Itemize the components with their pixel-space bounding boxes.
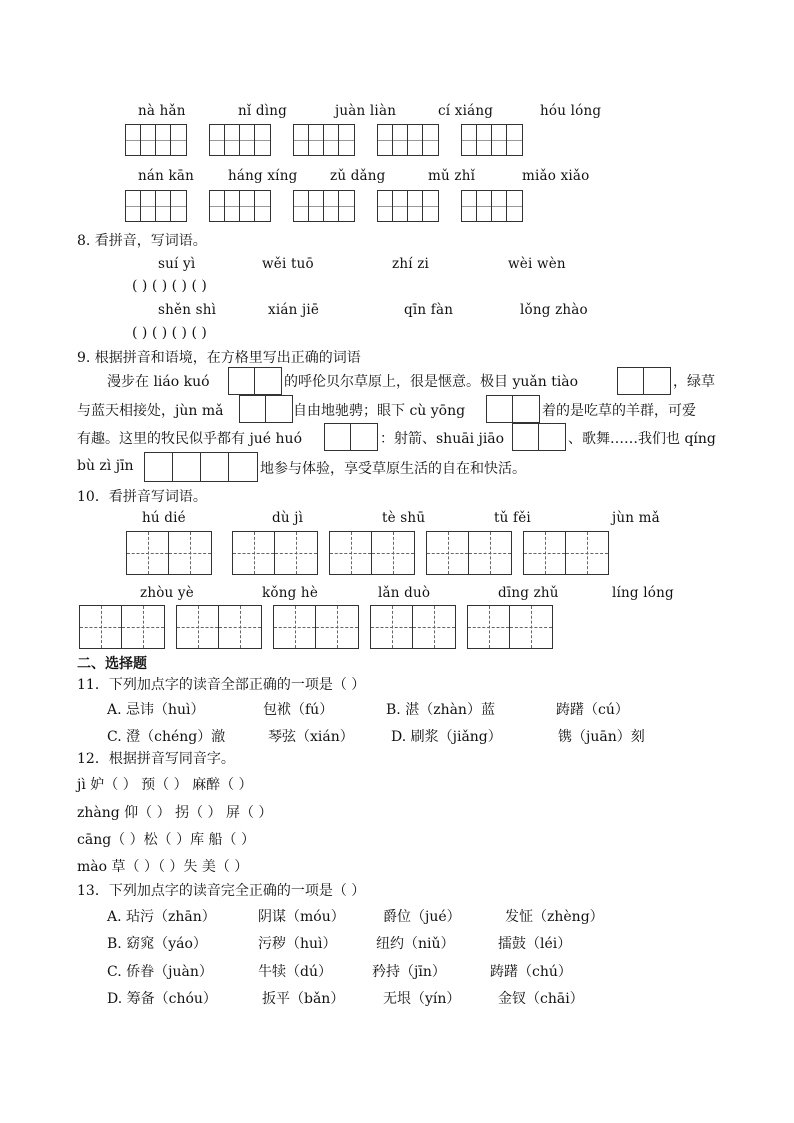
answer-brackets[interactable]: ( ) ( ) ( ) ( ) xyxy=(132,278,207,294)
pinyin-label: lǎn duò xyxy=(378,585,431,601)
pinyin-label: suí yì xyxy=(158,256,196,272)
tianzige-grid[interactable] xyxy=(467,605,553,649)
option-c[interactable]: C. 澄（chéng）澈 xyxy=(107,729,226,745)
pinyin-label: nǐ dìng xyxy=(238,103,287,119)
tianzige-grid[interactable] xyxy=(79,605,165,649)
option-d-word2: 镌（juān）刻 xyxy=(558,729,645,745)
answer-grid[interactable] xyxy=(461,190,523,222)
answer-grid[interactable] xyxy=(293,190,355,222)
pinyin-label: nán kān xyxy=(138,168,195,184)
option-a-word2: 包袱（fú） xyxy=(263,702,334,718)
tianzige-grid[interactable] xyxy=(232,531,318,575)
option-a-word: 阴谋（móu） xyxy=(258,909,345,925)
pinyin-label: miǎo xiǎo xyxy=(522,168,590,184)
option-b[interactable]: B. 湛（zhàn）蓝 xyxy=(386,702,495,718)
option-b-word: 污秽（huì） xyxy=(258,936,337,952)
pinyin-label: tè shū xyxy=(382,510,426,526)
pinyin-label: mǔ zhǐ xyxy=(428,168,476,184)
pinyin-label: tǔ fěi xyxy=(494,510,531,526)
option-b-word: 纽约（niǔ） xyxy=(376,936,455,952)
pinyin-label: zhòu yè xyxy=(140,585,194,601)
pinyin-label: dīng zhǔ xyxy=(498,585,559,601)
pinyin-label: wèi wèn xyxy=(508,256,566,272)
answer-grid[interactable] xyxy=(125,190,187,222)
pinyin-label: hóu lóng xyxy=(540,103,602,119)
answer-box[interactable] xyxy=(617,367,671,395)
answer-grid[interactable] xyxy=(377,124,439,156)
option-b-word: 擂鼓（léi） xyxy=(498,936,572,952)
answer-box[interactable] xyxy=(512,423,566,451)
pinyin-label: nà hǎn xyxy=(138,103,186,119)
option-d-word: 金钗（chāi） xyxy=(498,991,584,1007)
passage-text: 漫步在 liáo kuó xyxy=(107,374,210,390)
answer-grid[interactable] xyxy=(125,124,187,156)
section-heading: 二、选择题 xyxy=(77,656,147,672)
option-a-word: 发怔（zhèng） xyxy=(505,909,604,925)
pinyin-label: cí xiáng xyxy=(438,103,494,119)
option-c-word: 踌躇（chú） xyxy=(490,964,572,980)
question-13-title: 13．下列加点字的读音完全正确的一项是（ ） xyxy=(77,883,366,899)
question-10-title: 10．看拼音写词语。 xyxy=(77,489,207,505)
answer-brackets[interactable]: ( ) ( ) ( ) ( ) xyxy=(132,325,207,341)
pinyin-label: zǔ dǎng xyxy=(330,168,386,184)
answer-grid[interactable] xyxy=(293,124,355,156)
option-d[interactable]: D. 筹备（chóu） xyxy=(107,991,217,1007)
passage-text: 、歌舞……我们也 qíng xyxy=(568,431,716,447)
pinyin-label: hú dié xyxy=(142,510,186,526)
tianzige-grid[interactable] xyxy=(273,605,359,649)
homophone-line[interactable]: zhàng 仰（ ） 拐（ ） 屏（ ） xyxy=(77,805,273,821)
homophone-line[interactable]: jì 妒（ ） 预（ ） 麻醉（ ） xyxy=(77,777,253,793)
answer-box[interactable] xyxy=(239,395,293,423)
passage-text: 地参与体验，享受草原生活的自在和快活。 xyxy=(260,461,526,477)
pinyin-label: háng xíng xyxy=(228,168,298,184)
option-b[interactable]: B. 窈窕（yáo） xyxy=(107,936,207,952)
answer-box[interactable] xyxy=(324,423,378,451)
pinyin-label: dù jì xyxy=(272,510,304,526)
answer-grid[interactable] xyxy=(209,124,271,156)
pinyin-label: xián jiē xyxy=(268,302,320,318)
tianzige-grid[interactable] xyxy=(426,531,512,575)
homophone-line[interactable]: cāng（ ）松（ ）库 船（ ） xyxy=(77,832,255,848)
question-8-title: 8. 看拼音，写词语。 xyxy=(77,233,207,249)
passage-text: bù zì jīn xyxy=(77,458,134,474)
question-9-title: 9. 根据拼音和语境，在方格里写出正确的词语 xyxy=(77,350,361,366)
pinyin-label: zhí zi xyxy=(392,256,430,272)
answer-box[interactable] xyxy=(486,395,540,423)
option-d-word: 扳平（bǎn） xyxy=(262,991,345,1007)
pinyin-label: wěi tuō xyxy=(262,256,314,272)
answer-box[interactable] xyxy=(144,452,258,482)
option-b-word2: 踌躇（cú） xyxy=(556,702,629,718)
answer-grid[interactable] xyxy=(377,190,439,222)
option-d[interactable]: D. 刷浆（jiǎng） xyxy=(391,729,502,745)
pinyin-label: kǒng hè xyxy=(262,585,319,601)
question-12-title: 12．根据拼音写同音字。 xyxy=(77,751,235,767)
pinyin-label: jùn mǎ xyxy=(612,510,660,526)
option-d-word: 无垠（yín） xyxy=(383,991,461,1007)
pinyin-label: lǒng zhào xyxy=(520,302,588,318)
option-a-word: 爵位（jué） xyxy=(383,909,461,925)
passage-text: 有趣。这里的牧民似乎都有 jué huó xyxy=(77,431,303,447)
option-a[interactable]: A. 玷污（zhān） xyxy=(107,909,216,925)
answer-grid[interactable] xyxy=(461,124,523,156)
tianzige-grid[interactable] xyxy=(329,531,415,575)
tianzige-grid[interactable] xyxy=(126,531,212,575)
passage-text: ：射箭、shuāi jiāo xyxy=(380,431,505,447)
passage-text: 与蓝天相接处，jùn mǎ xyxy=(77,403,224,419)
answer-grid[interactable] xyxy=(209,190,271,222)
pinyin-label: shěn shì xyxy=(158,302,217,318)
pinyin-label: juàn liàn xyxy=(335,103,397,119)
pinyin-label: qīn fàn xyxy=(404,302,454,318)
pinyin-label: líng lóng xyxy=(612,585,674,601)
option-c-word: 矜持（jīn） xyxy=(372,964,446,980)
passage-text: 着的是吃草的羊群，可爱 xyxy=(542,403,696,419)
tianzige-grid[interactable] xyxy=(523,531,609,575)
answer-box[interactable] xyxy=(228,367,282,395)
passage-text: 自由地驰骋；眼下 cù yōng xyxy=(293,403,466,419)
homophone-line[interactable]: mào 草（ ）（ ）失 美（ ） xyxy=(77,859,249,875)
tianzige-grid[interactable] xyxy=(370,605,456,649)
question-11-title: 11．下列加点字的读音全部正确的一项是（ ） xyxy=(77,677,366,693)
tianzige-grid[interactable] xyxy=(176,605,262,649)
option-a[interactable]: A. 忌讳（huì） xyxy=(107,702,205,718)
option-c-word: 牛犊（dú） xyxy=(258,964,332,980)
option-c-word2: 琴弦（xián） xyxy=(268,729,354,745)
passage-text: ，绿草 xyxy=(673,374,715,390)
passage-text: 的呼伦贝尔草原上，很是惬意。极目 yuǎn tiào xyxy=(284,374,579,390)
option-c[interactable]: C. 侨眷（juàn） xyxy=(107,964,213,980)
